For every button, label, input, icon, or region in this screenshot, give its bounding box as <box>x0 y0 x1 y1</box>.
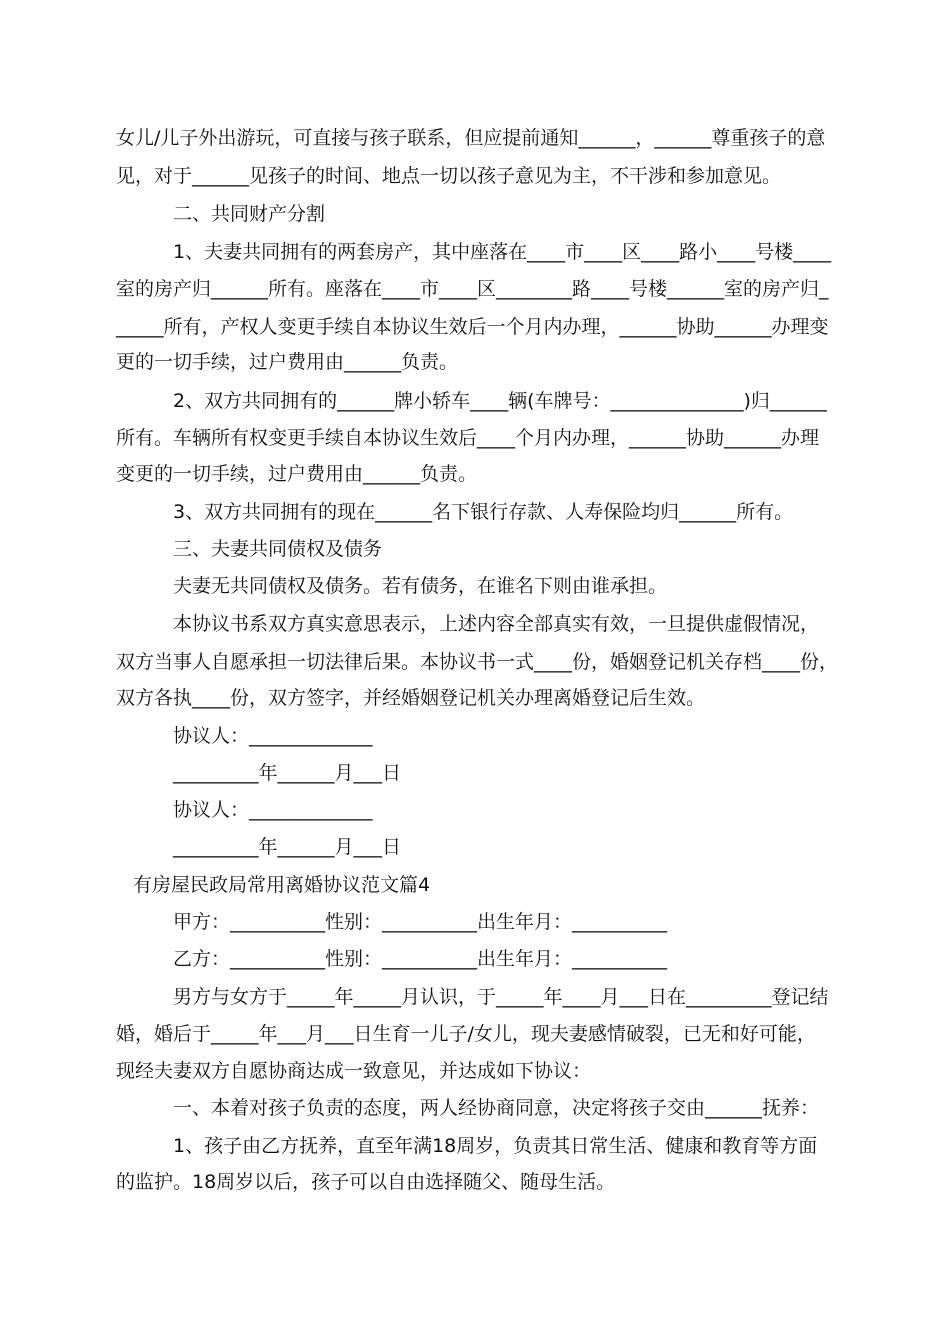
date-line: _________年______月___日 <box>173 836 402 858</box>
text-line: 室的房产归______所有。座落在____市____区________路____号楼______室的房产归_ <box>116 278 829 300</box>
signature-line: 协议人：_____________ <box>173 799 373 821</box>
text-line: 1、孩子由乙方抚养，直至年满18周岁，负责其日常生活、健康和教育等方面 <box>173 1135 818 1157</box>
party-a-line: 甲方：__________性别：__________出生年月：__________ <box>173 911 668 933</box>
text-line: 所有。车辆所有权变更手续自本协议生效后____个月内办理，______协助______办理 <box>116 427 820 449</box>
text-line: 双方当事人自愿承担一切法律后果。本协议书一式____份，婚姻登记机关存档____份， <box>116 651 839 673</box>
text-line: 变更的一切手续，过户费用由______负责。 <box>116 463 478 485</box>
signature-line: 协议人：_____________ <box>173 725 373 747</box>
section-heading: 二、共同财产分割 <box>173 203 326 225</box>
section-heading: 三、夫妻共同债权及债务 <box>173 538 383 560</box>
article-title: 有房屋民政局常用离婚协议范文篇4 <box>133 874 431 896</box>
text-line: 男方与女方于_____年_____月认识，于_____年____月___日在_________登记结 <box>173 986 829 1008</box>
text-line: 一、本着对孩子负责的态度，两人经协商同意，决定将孩子交由______抚养： <box>173 1097 820 1119</box>
text-line: 见，对于______见孩子的时间、地点一切以孩子意见为主，不干涉和参加意见。 <box>116 165 782 187</box>
party-b-line: 乙方：__________性别：__________出生年月：__________ <box>173 948 668 970</box>
text-line: 本协议书系双方真实意思表示，上述内容全部真实有效，一旦提供虚假情况， <box>173 613 820 635</box>
text-line: 3、双方共同拥有的现在______名下银行存款、人寿保险均归______所有。 <box>173 501 794 523</box>
text-line: 的监护。18周岁以后，孩子可以自由选择随父、随母生活。 <box>116 1171 616 1193</box>
text-line: 1、夫妻共同拥有的两套房产，其中座落在____市____区____路小____号楼____ <box>173 241 832 263</box>
text-line: 女儿/儿子外出游玩，可直接与孩子联系，但应提前通知______，______尊重孩子的意 <box>116 127 826 149</box>
date-line: _________年______月___日 <box>173 762 402 784</box>
text-line: _____所有，产权人变更手续自本协议生效后一个月内办理，______协助______办理变 <box>116 316 829 338</box>
text-line: 更的一切手续，过户费用由______负责。 <box>116 351 459 373</box>
text-line: 婚，婚后于_____年___月___日生育一儿子/女儿，现夫妻感情破裂，已无和好可能， <box>116 1023 816 1045</box>
text-line: 夫妻无共同债权及债务。若有债务，在谁名下则由谁承担。 <box>173 575 668 597</box>
text-line: 现经夫妻双方自愿协商达成一致意见，并达成如下协议： <box>116 1060 592 1082</box>
text-line: 双方各执____份，双方签字，并经婚姻登记机关办理离婚登记后生效。 <box>116 687 706 709</box>
text-line: 2、双方共同拥有的______牌小轿车____辆(车牌号：______________)归______ <box>173 390 827 412</box>
